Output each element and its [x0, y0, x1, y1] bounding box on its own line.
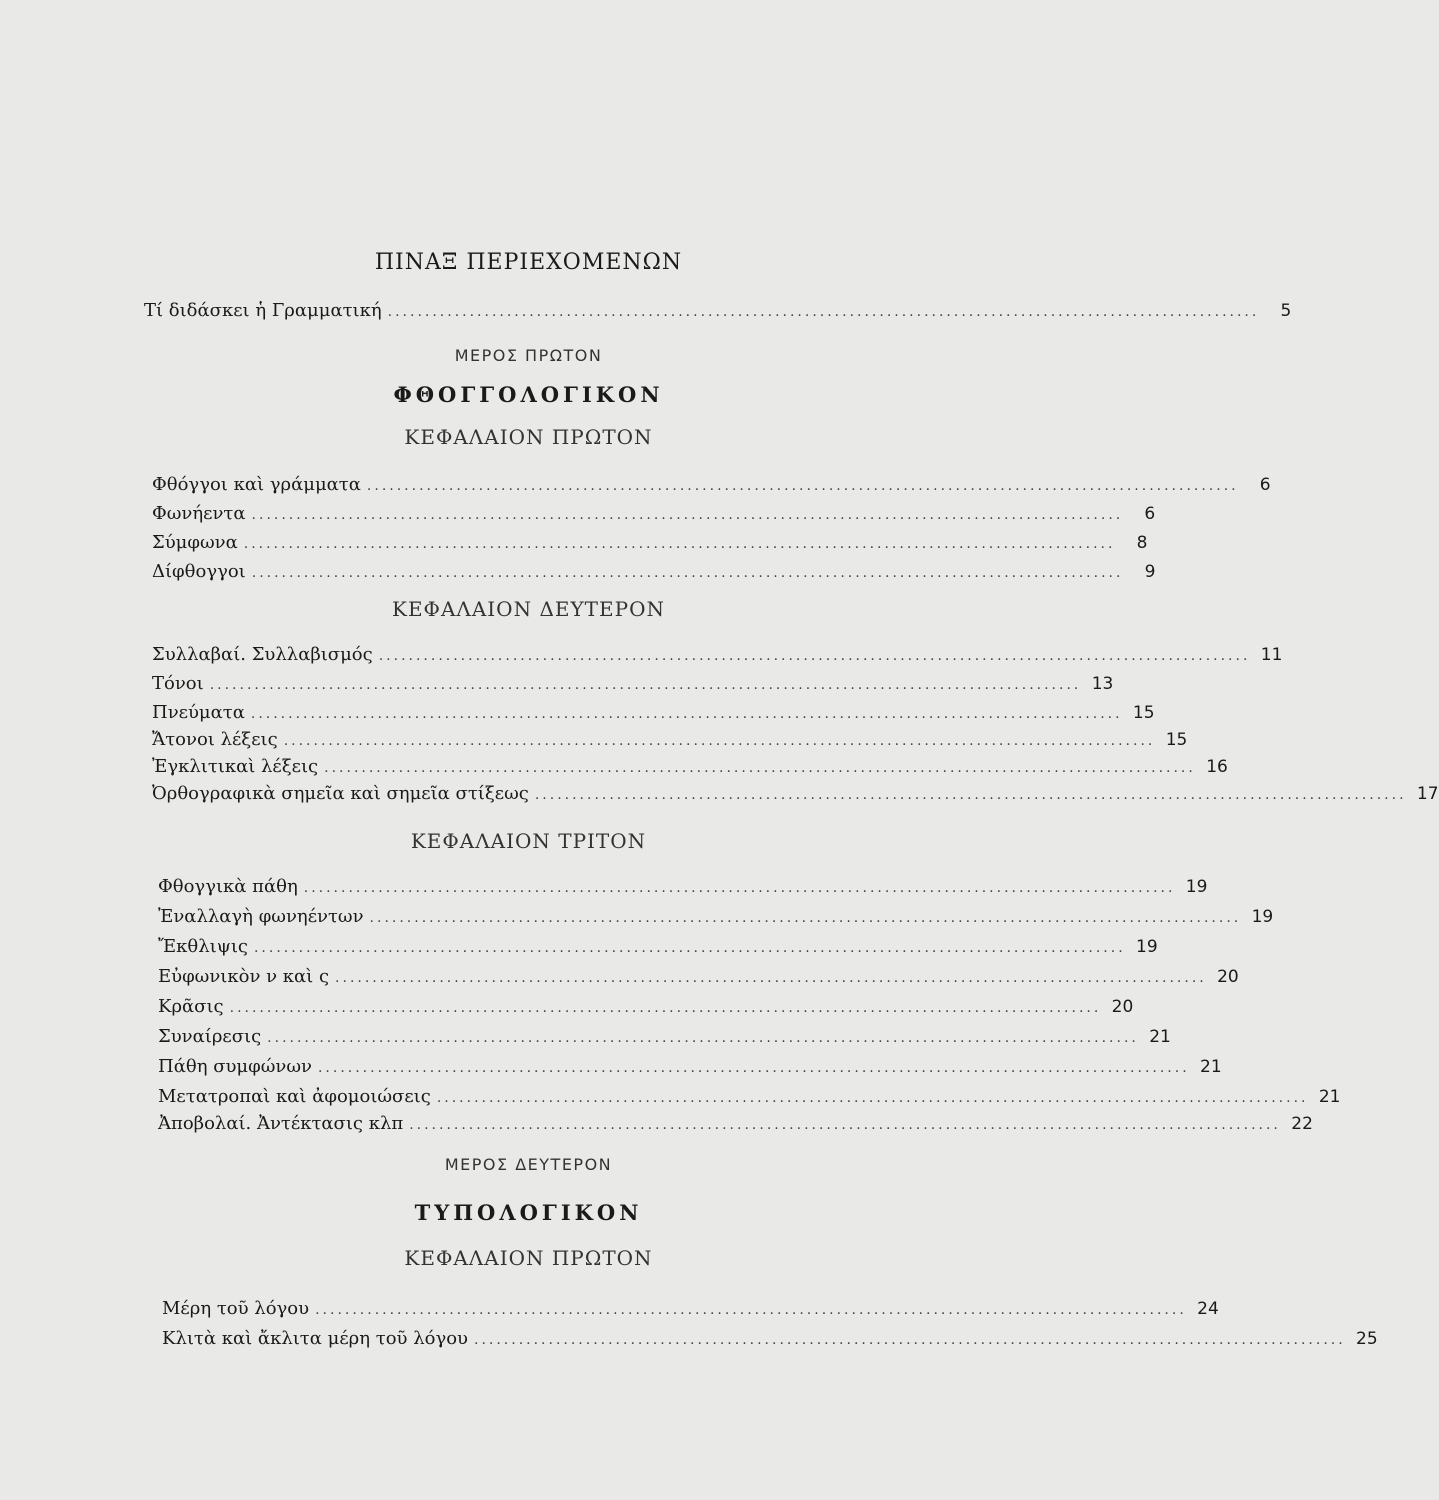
leader-dots: .....................................................................................................................: [366, 478, 1239, 494]
toc-entry: [158, 1113, 1313, 1134]
leader-dots: .....................................................................................................................: [250, 706, 1123, 722]
toc-entry-label: Πάθη συμφώνων: [158, 1056, 312, 1077]
toc-entry: [152, 729, 1188, 750]
leader-dots: .....................................................................................................................: [378, 648, 1251, 664]
toc-entry-label: Δίφθογγοι: [152, 561, 246, 582]
leader-dots: .....................................................................................................................: [387, 304, 1260, 320]
toc-entry: [162, 1298, 1219, 1319]
toc-entry-label: Φθογγικὰ πάθη: [158, 876, 298, 897]
toc-entry-label: Ἐγκλιτικαὶ λέξεις: [152, 756, 319, 777]
toc-entry: [152, 503, 1156, 524]
toc-entry-page: 6: [1259, 475, 1271, 495]
toc-entry-label: Τί διδάσκει ἡ Γραμματική: [144, 300, 382, 321]
toc-entry: [152, 673, 1114, 694]
toc-entry: [152, 702, 1155, 723]
toc-entry: [158, 996, 1134, 1017]
toc-entry-page: 21: [1149, 1027, 1171, 1047]
leader-dots: .....................................................................................................................: [409, 1117, 1281, 1133]
toc-entry: [158, 936, 1158, 957]
leader-dots: .....................................................................................................................: [324, 760, 1196, 776]
toc-entry: [158, 1056, 1222, 1077]
toc-entry: [152, 532, 1148, 553]
toc-entry: [144, 300, 1292, 321]
toc-entry: [158, 1026, 1171, 1047]
toc-entry-page: 20: [1217, 967, 1239, 987]
leader-dots: .....................................................................................................................: [283, 733, 1156, 749]
toc-entry-label: Σύμφωνα: [152, 532, 238, 553]
toc-entry-label: Φθόγγοι καὶ γράμματα: [152, 474, 361, 495]
leader-dots: .....................................................................................................................: [229, 1000, 1102, 1016]
leader-dots: .....................................................................................................................: [335, 970, 1207, 986]
leader-dots: .....................................................................................................................: [436, 1090, 1309, 1106]
toc-entry: [158, 876, 1208, 897]
toc-entry: [152, 783, 1439, 804]
toc-entry: [158, 906, 1274, 927]
toc-entry: [152, 756, 1228, 777]
toc-entry-page: 8: [1136, 533, 1148, 553]
leader-dots: .....................................................................................................................: [474, 1332, 1346, 1348]
leader-dots: .....................................................................................................................: [534, 787, 1407, 803]
leader-dots: .....................................................................................................................: [251, 507, 1124, 523]
leader-dots: .....................................................................................................................: [315, 1302, 1187, 1318]
toc-entry-page: 17: [1416, 784, 1439, 804]
toc-entry-page: 15: [1132, 703, 1155, 723]
leader-dots: .....................................................................................................................: [267, 1030, 1139, 1046]
toc-entry-label: Κρᾶσις: [158, 996, 224, 1017]
toc-entry-label: Μετατροπαὶ καὶ ἀφομοιώσεις: [158, 1086, 431, 1107]
toc-entry-page: 19: [1185, 877, 1208, 897]
toc-entry-label: Ἔκθλιψις: [158, 936, 248, 957]
chapter-heading: ΚΕΦΑΛΑΙΟΝ ΔΕΥΤΕΡΟΝ: [392, 597, 665, 621]
section-heading: ΦΘΟΓΓΟΛΟΓΙΚΟΝ: [393, 382, 664, 407]
toc-entry-label: Κλιτὰ καὶ ἄκλιτα μέρη τοῦ λόγου: [162, 1328, 468, 1349]
toc-entry-page: 20: [1111, 997, 1134, 1017]
toc-entry-label: Ἐναλλαγὴ φωνηέντων: [158, 906, 364, 927]
leader-dots: .....................................................................................................................: [253, 940, 1126, 956]
toc-entry: [152, 644, 1283, 665]
leader-dots: .....................................................................................................................: [251, 565, 1124, 581]
toc-entry-page: 21: [1318, 1087, 1341, 1107]
toc-entry-page: 21: [1200, 1057, 1222, 1077]
toc-entry-page: 6: [1144, 504, 1156, 524]
toc-entry-label: Εὐφωνικὸν ν καὶ ς: [158, 966, 330, 987]
part-heading: ΜΕΡΟΣ ΠΡΩΤΟΝ: [454, 346, 603, 365]
toc-entry-label: Ἀποβολαί. Ἀντέκτασις κλπ: [158, 1113, 404, 1134]
toc-entry-page: 16: [1206, 757, 1228, 777]
toc-entry-label: Ὀρθογραφικὰ σημεῖα καὶ σημεῖα στίξεως: [152, 783, 529, 804]
leader-dots: .....................................................................................................................: [317, 1060, 1190, 1076]
toc-entry-page: 5: [1280, 301, 1292, 321]
part-heading: ΜΕΡΟΣ ΔΕΥΤΕΡΟΝ: [444, 1155, 613, 1174]
page-title: ΠΙΝΑΞ ΠΕΡΙΕΧΟΜΕΝΩΝ: [374, 250, 683, 275]
toc-entry-label: Ἄτονοι λέξεις: [152, 729, 278, 750]
toc-entry-label: Συλλαβαί. Συλλαβισμός: [152, 644, 373, 665]
toc-entry-page: 19: [1136, 937, 1158, 957]
toc-entry-label: Πνεύματα: [152, 702, 245, 723]
leader-dots: .....................................................................................................................: [303, 880, 1176, 896]
toc-entry-page: 19: [1251, 907, 1274, 927]
toc-entry-page: 22: [1291, 1114, 1313, 1134]
toc-entry-page: 11: [1260, 645, 1283, 665]
leader-dots: .....................................................................................................................: [243, 536, 1116, 552]
toc-entry-page: 9: [1144, 562, 1156, 582]
toc-entry: [162, 1328, 1378, 1349]
toc-entry: [158, 1086, 1341, 1107]
toc-entry-page: 25: [1356, 1329, 1378, 1349]
toc-entry: [152, 561, 1156, 582]
toc-entry-label: Τόνοι: [152, 673, 204, 694]
chapter-heading: ΚΕΦΑΛΑΙΟΝ ΤΡΙΤΟΝ: [410, 829, 647, 853]
toc-entry-label: Συναίρεσις: [158, 1026, 262, 1047]
toc-entry-page: 13: [1091, 674, 1114, 694]
toc-entry-label: Φωνήεντα: [152, 503, 246, 524]
section-heading: ΤΥΠΟΛΟΓΙΚΟΝ: [414, 1200, 643, 1225]
leader-dots: .....................................................................................................................: [369, 910, 1242, 926]
toc-entry: [158, 966, 1239, 987]
chapter-heading: ΚΕΦΑΛΑΙΟΝ ΠΡΩΤΟΝ: [404, 1246, 653, 1270]
toc-entry-label: Μέρη τοῦ λόγου: [162, 1298, 310, 1319]
leader-dots: .....................................................................................................................: [209, 677, 1082, 693]
chapter-heading: ΚΕΦΑΛΑΙΟΝ ΠΡΩΤΟΝ: [404, 425, 653, 449]
toc-entry: [152, 474, 1271, 495]
toc-entry-page: 24: [1197, 1299, 1219, 1319]
toc-entry-page: 15: [1165, 730, 1188, 750]
